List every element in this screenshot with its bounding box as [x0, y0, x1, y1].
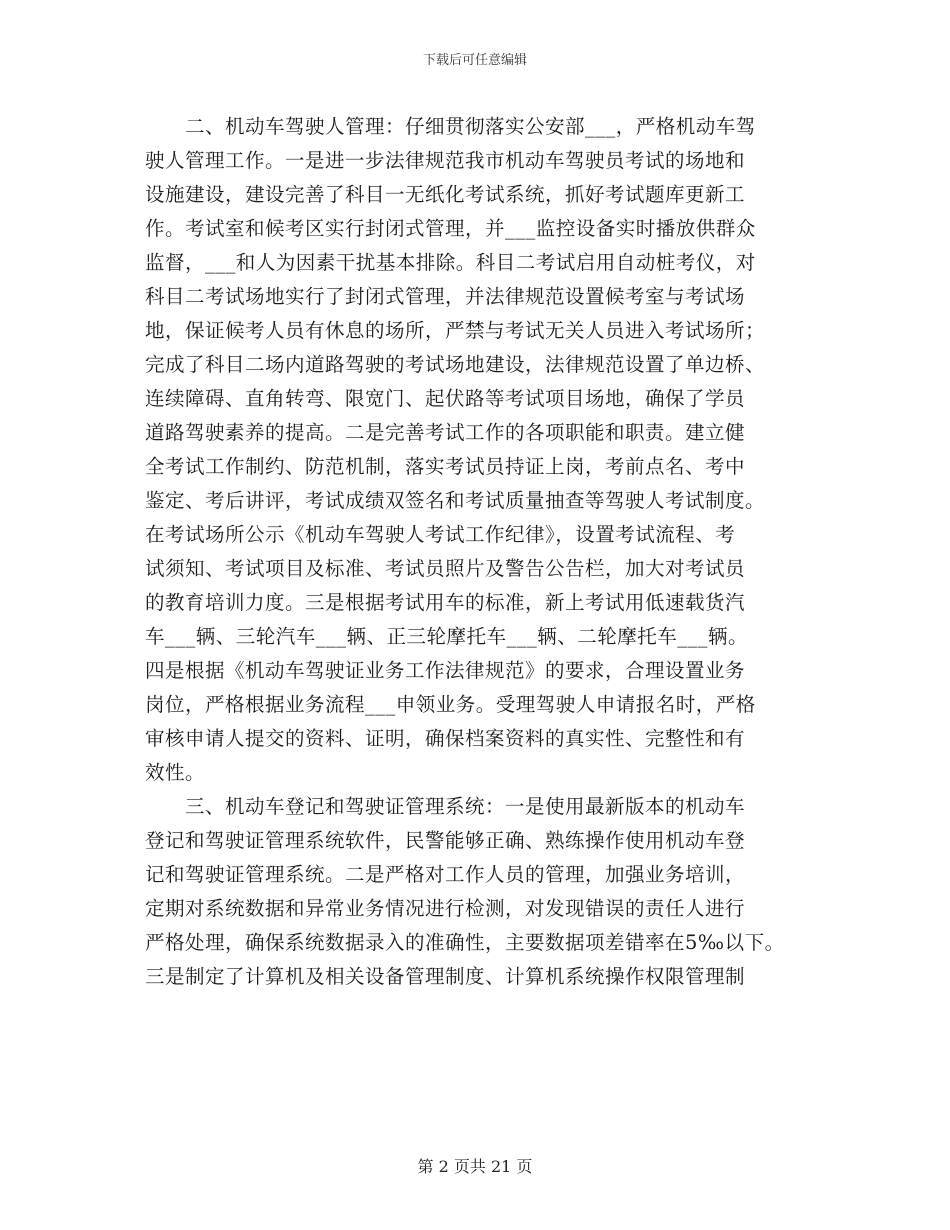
paragraph-line: 登记和驾驶证管理系统软件，民警能够正确、熟练操作使用机动车登 — [145, 829, 746, 852]
paragraph-line: 科目二考试场地实行了封闭式管理，并法律规范设置候考室与考试场 — [145, 285, 746, 308]
document-body — [145, 110, 815, 994]
paragraph-line: 的教育培训力度。三是根据考试用车的标准，新上考试用低速载货汽 — [145, 591, 746, 614]
paragraph-line: 二、机动车驾驶人管理：仔细贯彻落实公安部___，严格机动车驾 — [185, 115, 756, 138]
paragraph-line: 审核申请人提交的资料、证明，确保档案资料的真实性、完整性和有 — [145, 727, 746, 750]
paragraph-line: 记和驾驶证管理系统。二是严格对工作人员的管理，加强业务培训， — [145, 863, 746, 886]
paragraph-line: 监督，___和人为因素干扰基本排除。科目二考试启用自动桩考仪，对 — [145, 251, 756, 274]
paragraph-line: 三、机动车登记和驾驶证管理系统：一是使用最新版本的机动车 — [185, 795, 746, 818]
paragraph-line: 完成了科目二场内道路驾驶的考试场地建设，法律规范设置了单边桥、 — [145, 353, 766, 376]
paragraph-line: 岗位，严格根据业务流程___申领业务。受理驾驶人申请报名时，严格 — [145, 693, 756, 716]
paragraph-line: 地，保证候考人员有休息的场所，严禁与考试无关人员进入考试场所； — [145, 319, 766, 342]
paragraph-line: 鉴定、考后讲评，考试成绩双签名和考试质量抽查等驾驶人考试制度。 — [145, 489, 766, 512]
paragraph-line: 驶人管理工作。一是进一步法律规范我市机动车驾驶员考试的场地和 — [145, 149, 746, 172]
paragraph-line: 定期对系统数据和异常业务情况进行检测，对发现错误的责任人进行 — [145, 897, 746, 920]
paragraph-line: 车___辆、三轮汽车___辆、正三轮摩托车___辆、二轮摩托车___辆。 — [145, 625, 749, 648]
paragraph-line: 四是根据《机动车驾驶证业务工作法律规范》的要求，合理设置业务 — [145, 659, 746, 682]
paragraph-line: 三是制定了计算机及相关设备管理制度、计算机系统操作权限管理制 — [145, 965, 746, 988]
paragraph-line: 连续障碍、直角转弯、限宽门、起伏路等考试项目场地，确保了学员 — [145, 387, 746, 410]
paragraph-line: 设施建设，建设完善了科目一无纸化考试系统，抓好考试题库更新工 — [145, 183, 746, 206]
paragraph-line: 试须知、考试项目及标准、考试员照片及警告公告栏，加大对考试员 — [145, 557, 746, 580]
page-header: 下载后可任意编辑 — [422, 53, 527, 68]
paragraph-line: 全考试工作制约、防范机制，落实考试员持证上岗，考前点名、考中 — [145, 455, 746, 478]
paragraph-line: 严格处理，确保系统数据录入的准确性，主要数据项差错率在5‰以下。 — [145, 931, 785, 954]
paragraph-line: 效性。 — [145, 761, 206, 784]
paragraph-line: 道路驾驶素养的提高。二是完善考试工作的各项职能和职责。建立健 — [145, 421, 746, 444]
paragraph-line: 作。考试室和候考区实行封闭式管理，并___监控设备实时播放供群众 — [145, 217, 756, 240]
paragraph-line: 在考试场所公示《机动车驾驶人考试工作纪律》，设置考试流程、考 — [145, 523, 736, 546]
page-number: 第 2 页共 21 页 — [417, 1157, 533, 1176]
